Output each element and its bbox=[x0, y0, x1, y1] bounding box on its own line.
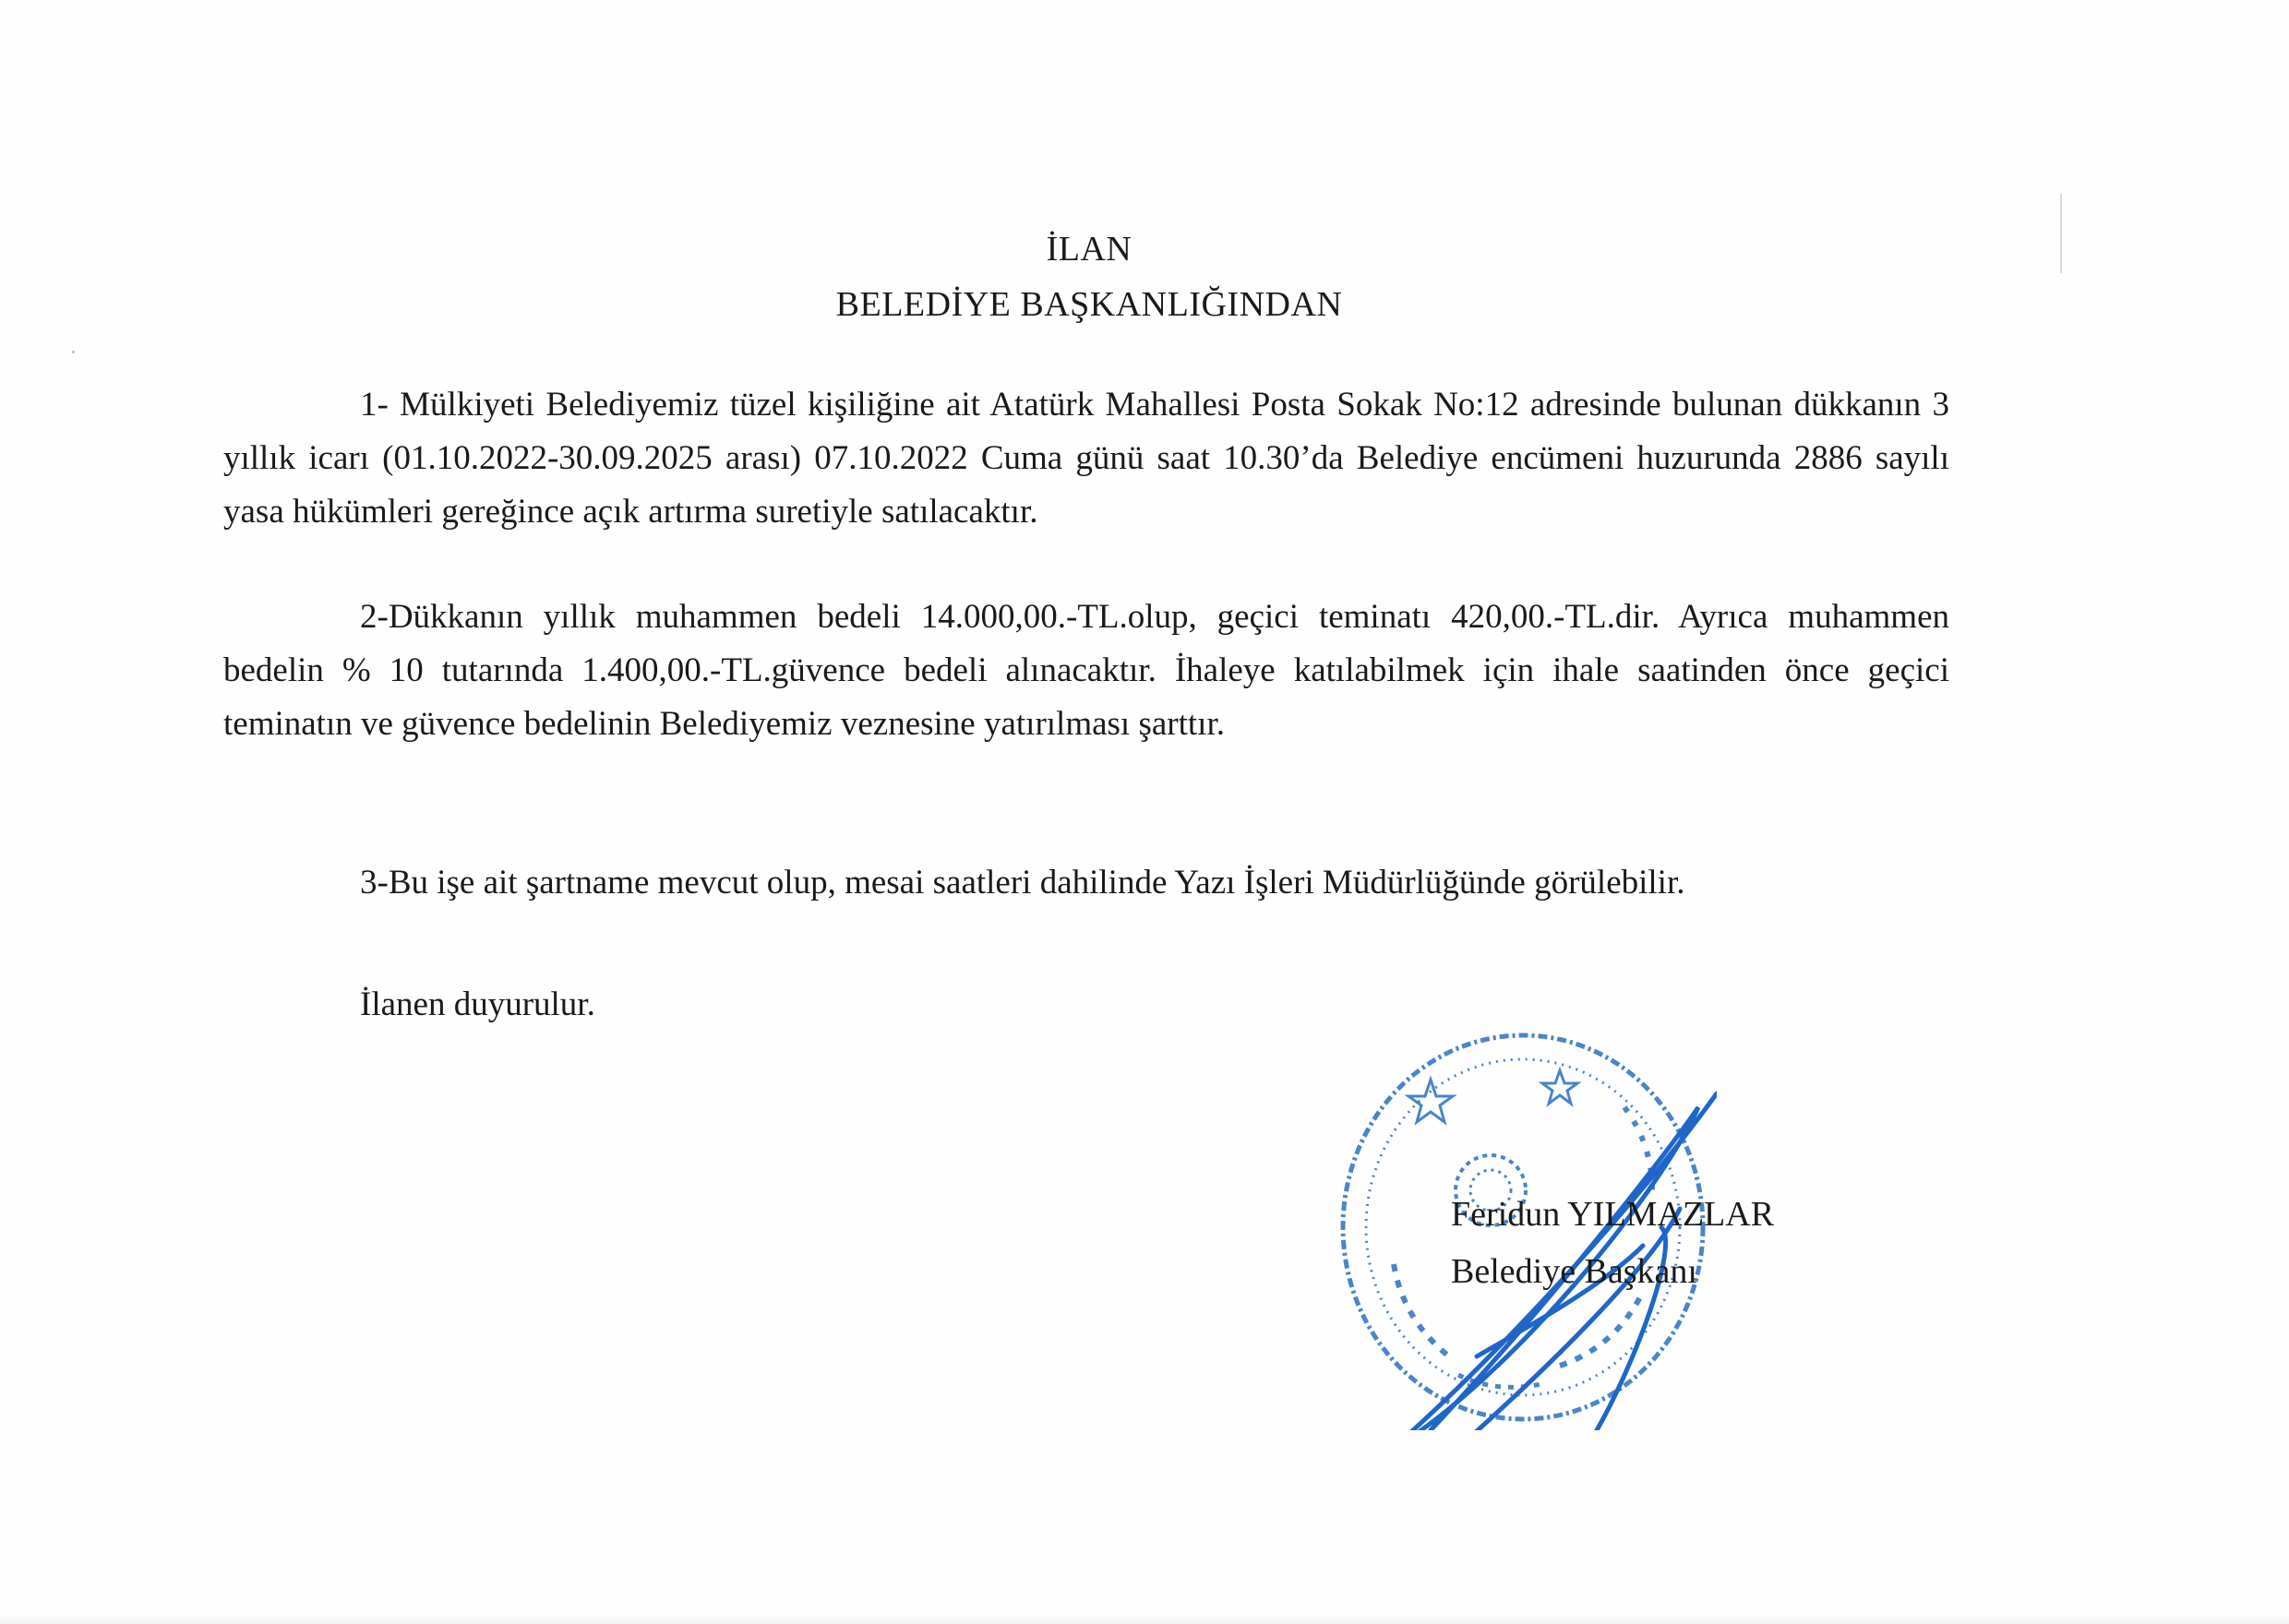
signatory-name: Feridun YILMAZLAR bbox=[1451, 1195, 1775, 1234]
scan-artifact-dot bbox=[72, 351, 75, 353]
announcement-title: İLAN bbox=[1046, 230, 1133, 269]
paragraph-1 bbox=[223, 378, 1949, 539]
paragraph-3-text: 3-Bu işe ait şartname mevcut olup, mesai saatleri dahilinde Yazı İşleri Müdürlüğünde görülebilir. bbox=[360, 864, 1685, 902]
scan-bottom-edge bbox=[0, 1613, 2289, 1624]
paragraph-1-text: 1- Mülkiyeti Belediyemiz tüzel kişiliğine ait Atatürk Mahallesi Posta Sokak No:12 adresinde bulunan dükkanın 3 yıllık icarı (01.10.2022-30.09.2025 arası) 07.10.2022 Cuma günü saat 10.30’da Belediye encümeni huzurunda 2886 sayılı yasa hükümleri gereğince açık artırma suretiyle satılacaktır. bbox=[223, 386, 1949, 531]
paragraph-3 bbox=[223, 856, 1949, 910]
signatory-title: Belediye Başkanı bbox=[1451, 1252, 1697, 1291]
paragraph-2-text: 2-Dükkanın yıllık muhammen bedeli 14.000,00.-TL.olup, geçici teminatı 420,00.-TL.dir. Ayrıca muhammen bedelin % 10 tutarında 1.400,00.-TL.güvence bedeli alınacaktır. İhaleye katılabilmek için ihale saatinden önce geçici teminatın ve güvence bedelinin Belediyemiz veznesine yatırılması şarttır. bbox=[223, 598, 1949, 743]
paragraph-2 bbox=[223, 591, 1949, 751]
closing-line: İlanen duyurulur. bbox=[360, 985, 595, 1023]
issuing-office: BELEDİYE BAŞKANLIĞINDAN bbox=[835, 285, 1343, 324]
